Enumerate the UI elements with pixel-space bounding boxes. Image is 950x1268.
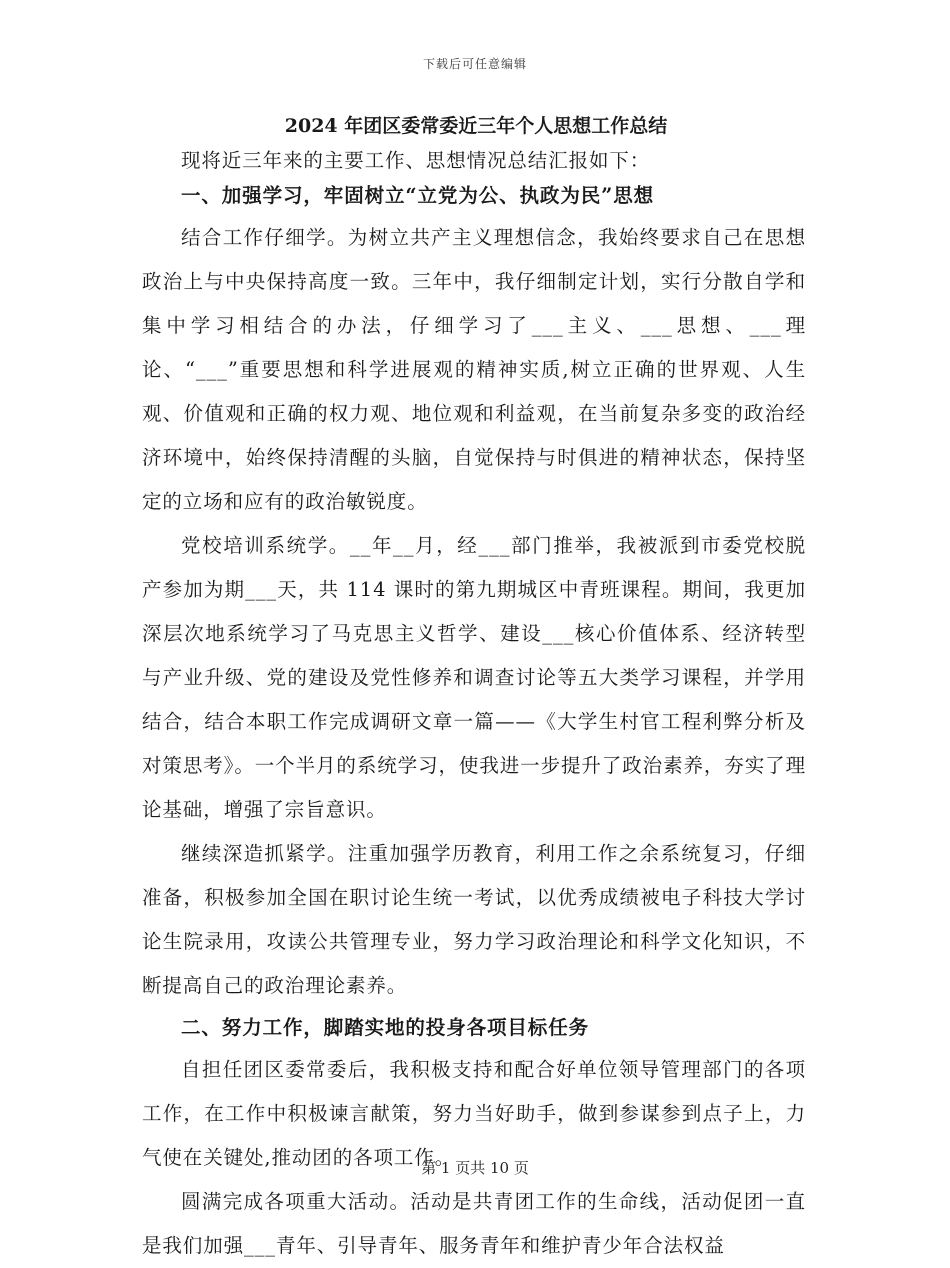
section-heading-2: 二、努力工作，脚踏实地的投身各项目标任务 bbox=[181, 1016, 590, 1039]
body-paragraph-3: 继续深造抓紧学。注重加强学历教育，利用工作之余系统复习，仔细准备，积极参加全国在职讨论生统一考试，以优秀成绩被电子科技大学讨论生院录用，攻读公共管理专业，努力学习政治理论和科学文化知识，不断提高自己的政治理论素养。 bbox=[142, 842, 806, 997]
body-paragraph-1: 结合工作仔细学。为树立共产主义理想信念，我始终要求自己在思想政治上与中央保持高度一致。三年中，我仔细制定计划，实行分散自学和集中学习相结合的办法，仔细学习了___主义、___思想、___理论、“___”重要思想和科学进展观的精神实质,树立正确的世界观、人生观、价值观和正确的权力观、地位观和利益观，在当前复杂多变的政治经济环境中，始终保持清醒的头脑，自觉保持与时俱进的精神状态，保持坚定的立场和应有的政治敏锐度。 bbox=[142, 226, 806, 513]
body-paragraph-5: 圆满完成各项重大活动。活动是共青团工作的生命线，活动促团一直是我们加强___青年、引导青年、服务青年和维护青少年合法权益 bbox=[142, 1190, 806, 1257]
page-header: 下载后可任意编辑 bbox=[422, 57, 527, 71]
document-title: 2024 年团区委常委近三年个人思想工作总结 bbox=[284, 115, 668, 137]
section-heading-1: 一、加强学习，牢固树立“立党为公、执政为民”思想 bbox=[181, 184, 655, 207]
page-footer: 第 1 页共 10 页 bbox=[421, 1159, 529, 1177]
document-body bbox=[142, 112, 806, 1268]
intro-paragraph: 现将近三年来的主要工作、思想情况总结汇报如下： bbox=[181, 149, 651, 172]
body-paragraph-4: 自担任团区委常委后，我积极支持和配合好单位领导管理部门的各项工作，在工作中积极谏言献策，努力当好助手，做到参谋参到点子上，力气使在关键处,推动团的各项工作。 bbox=[142, 1058, 806, 1169]
body-paragraph-2: 党校培训系统学。__年__月，经___部门推举，我被派到市委党校脱产参加为期___天，共 114 课时的第九期城区中青班课程。期间，我更加深层次地系统学习了马克思主义哲学、建设___核心价值体系、经济转型与产业升级、党的建设及党性修养和调查讨论等五大类学习课程，并学用结合，结合本职工作完成调研文章一篇——《大学生村官工程利弊分析及对策思考》。一个半月的系统学习，使我进一步提升了政治素养，夯实了理论基础，增强了宗旨意识。 bbox=[142, 534, 806, 821]
